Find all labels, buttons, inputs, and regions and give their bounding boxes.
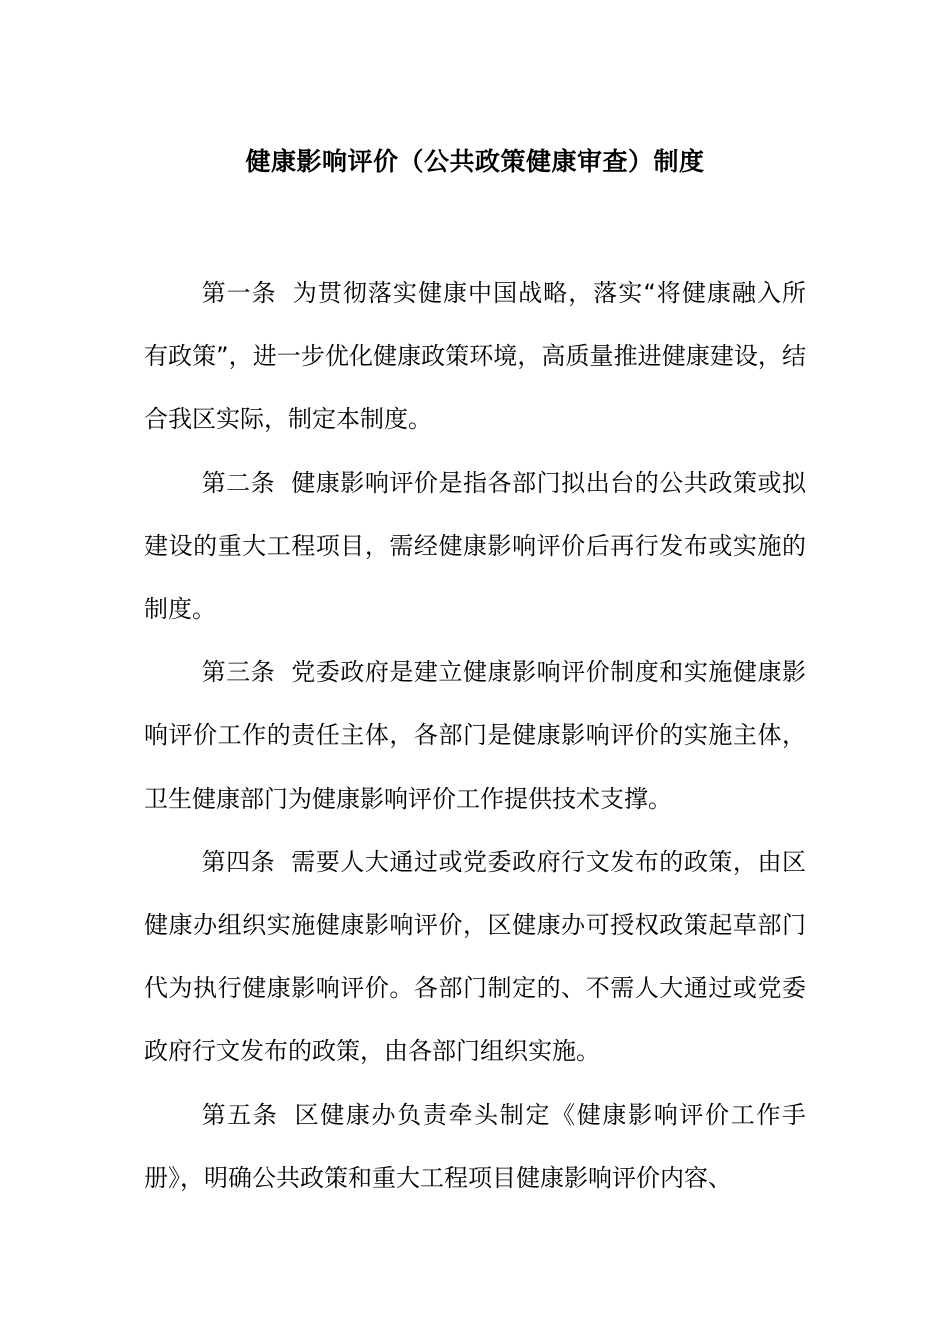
article-label: 第一条 <box>201 279 277 307</box>
article-label: 第五条 <box>201 1100 279 1129</box>
article-3 <box>144 641 806 831</box>
article-text: 健康影响评价是指各部门拟出台的公共政策或拟建设的重大工程项目，需经健康影响评价后再行发布或实施的制度。 <box>144 468 807 624</box>
article-label: 第二条 <box>201 468 276 497</box>
article-text: 为贯彻落实健康中国战略，落实“将健康融入所有政策”，进一步优化健康政策环境，高质量推进健康建设，结合我区实际，制定本制度。 <box>144 279 807 434</box>
article-1 <box>144 262 806 452</box>
article-2 <box>144 452 806 642</box>
document-body <box>144 262 806 1210</box>
article-text: 需要人大通过或党委政府行文发布的政策，由区健康办组织实施健康影响评价，区健康办可授权政策起草部门代为执行健康影响评价。各部门制定的、不需人大通过或党委政府行文发布的政策，由各部门组织实施。 <box>144 847 807 1066</box>
document-title: 健康影响评价（公共政策健康审查）制度 <box>245 147 705 176</box>
article-label: 第三条 <box>201 658 276 687</box>
article-5 <box>144 1084 806 1210</box>
article-label: 第四条 <box>201 847 276 876</box>
article-text: 党委政府是建立健康影响评价制度和实施健康影响评价工作的责任主体，各部门是健康影响评价的实施主体，卫生健康部门为健康影响评价工作提供技术支撑。 <box>144 658 807 813</box>
article-text: 区健康办负责牵头制定《健康影响评价工作手册》，明确公共政策和重大工程项目健康影响评价内容、 <box>144 1100 807 1192</box>
article-4 <box>144 831 806 1084</box>
